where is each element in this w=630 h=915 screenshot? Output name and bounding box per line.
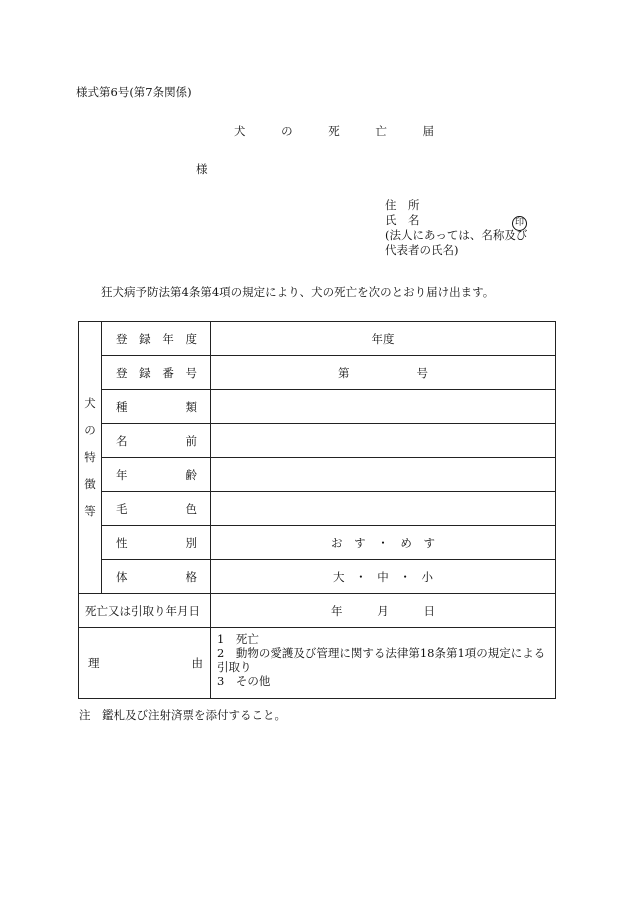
reason-label <box>79 628 211 699</box>
label-char: 別 <box>185 535 197 550</box>
table-row <box>79 322 556 356</box>
registration-number-label <box>102 356 211 390</box>
registration-year-unit: 年度 <box>371 331 395 346</box>
attachment-note: 注 鑑札及び注射済票を添付すること。 <box>79 708 286 722</box>
size-option-medium[interactable]: 中 <box>377 569 389 584</box>
separator-dot: ・ <box>377 535 389 550</box>
label-char: 理 <box>88 656 100 670</box>
document-title <box>234 123 434 139</box>
table-row <box>79 424 556 458</box>
label-char: 種 <box>116 399 128 414</box>
addressee-suffix: 様 <box>196 162 208 176</box>
table-row <box>79 628 556 699</box>
table-row <box>79 594 556 628</box>
label-char: 号 <box>185 365 197 380</box>
death-date-label: 死亡又は引取り年月日 <box>79 594 211 628</box>
sex-label <box>102 526 211 560</box>
dog-features-side-label <box>79 322 102 594</box>
age-label <box>102 458 211 492</box>
label-char: 毛 <box>116 501 128 516</box>
dog-death-form-table <box>78 321 556 699</box>
body-size-label <box>102 560 211 594</box>
table-row <box>79 560 556 594</box>
name-label: 氏 名 <box>385 213 420 227</box>
separator-dot: ・ <box>355 569 367 584</box>
label-char: 格 <box>185 569 197 584</box>
statement-text: 狂犬病予防法第4条第4項の規定により、犬の死亡を次のとおり届け出ます。 <box>101 285 495 299</box>
registration-year-field[interactable] <box>211 322 556 356</box>
label-char: 番 <box>162 365 174 380</box>
label-char: 年 <box>116 467 128 482</box>
table-row <box>79 458 556 492</box>
reason-option-surrender[interactable]: 2 動物の愛護及び管理に関する法律第18条第1項の規定による引取り <box>217 646 546 674</box>
form-number: 様式第6号(第7条関係) <box>76 85 192 99</box>
seal-mark: 印 <box>512 216 527 231</box>
label-char: 登 <box>116 365 128 380</box>
label-char: 録 <box>139 331 151 346</box>
corporate-note-line1: (法人にあっては、名称及び <box>385 228 528 242</box>
title-char: 死 <box>328 124 340 138</box>
label-char: 録 <box>139 365 151 380</box>
number-suffix: 号 <box>416 365 428 380</box>
reason-option-death[interactable]: 1 死亡 <box>217 632 259 646</box>
label-char: 度 <box>185 331 197 346</box>
coat-color-field[interactable] <box>211 492 556 526</box>
table-row <box>79 356 556 390</box>
side-label-char: 徴 <box>84 477 96 491</box>
title-char: 犬 <box>234 124 246 138</box>
label-char: 性 <box>116 535 128 550</box>
label-char: 齢 <box>185 467 197 482</box>
side-label-char: の <box>84 423 96 437</box>
sex-option-female[interactable]: め <box>400 535 412 550</box>
breed-field[interactable] <box>211 390 556 424</box>
side-label-char: 特 <box>84 450 96 464</box>
title-char: 届 <box>422 124 434 138</box>
label-char: 年 <box>162 331 174 346</box>
dog-name-field[interactable] <box>211 424 556 458</box>
label-char: 色 <box>185 501 197 516</box>
sex-option-male[interactable]: お <box>331 535 343 550</box>
side-label-char: 犬 <box>84 396 96 410</box>
label-char: 前 <box>185 433 197 448</box>
title-char: 亡 <box>375 124 387 138</box>
applicant-block <box>385 198 527 258</box>
title-char: の <box>281 124 293 138</box>
table-row <box>79 526 556 560</box>
label-char: 登 <box>116 331 128 346</box>
body-size-field[interactable] <box>211 560 556 594</box>
label-char: 類 <box>185 399 197 414</box>
label-char: 由 <box>191 656 203 670</box>
death-date-field[interactable] <box>211 594 556 628</box>
label-char: 体 <box>116 569 128 584</box>
sex-option-male[interactable]: す <box>354 535 366 550</box>
date-year-unit: 年 <box>331 603 343 618</box>
date-day-unit: 日 <box>423 603 435 618</box>
registration-year-label <box>102 322 211 356</box>
label-char: 名 <box>116 433 128 448</box>
reason-options[interactable] <box>211 628 556 699</box>
age-field[interactable] <box>211 458 556 492</box>
size-option-large[interactable]: 大 <box>333 569 345 584</box>
address-label: 住 所 <box>385 198 420 212</box>
table-row <box>79 390 556 424</box>
separator-dot: ・ <box>399 569 411 584</box>
reason-option-other[interactable]: 3 その他 <box>217 674 271 688</box>
number-prefix: 第 <box>338 365 350 380</box>
dog-name-label <box>102 424 211 458</box>
breed-label <box>102 390 211 424</box>
corporate-note-line2: 代表者の氏名) <box>385 243 459 257</box>
date-month-unit: 月 <box>377 603 389 618</box>
sex-option-female[interactable]: す <box>423 535 435 550</box>
table-row <box>79 492 556 526</box>
coat-color-label <box>102 492 211 526</box>
registration-number-field[interactable] <box>211 356 556 390</box>
sex-field[interactable] <box>211 526 556 560</box>
size-option-small[interactable]: 小 <box>421 569 433 584</box>
side-label-char: 等 <box>84 504 96 518</box>
